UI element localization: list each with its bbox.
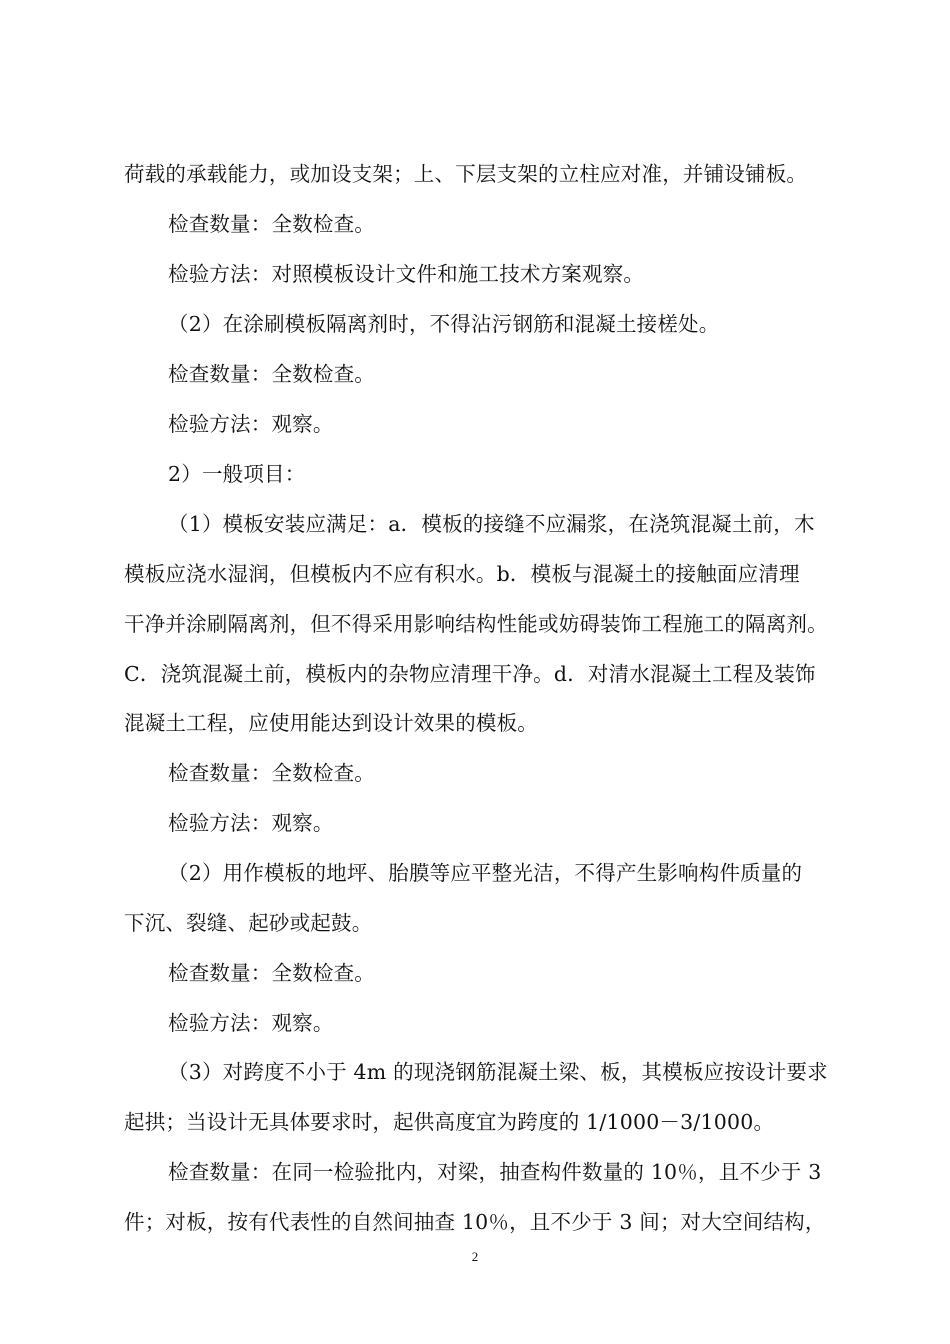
paragraph-line: 检验方法：对照模板设计文件和施工技术方案观察。 [168,262,645,286]
paragraph-line: 检查数量：全数检查。 [168,961,375,985]
paragraph-line: 检查数量：在同一检验批内，对梁，抽查构件数量的 10％，且不少于 3 [168,1160,822,1184]
paragraph-line: 荷载的承载能力，或加设支架；上、下层支架的立柱应对准，并铺设铺板。 [124,162,808,186]
paragraph-line: （2）用作模板的地坪、胎膜等应平整光洁，不得产生影响构件质量的 [168,861,803,885]
paragraph-line: 检验方法：观察。 [168,1011,334,1035]
paragraph-line: （1）模板安装应满足：a．模板的接缝不应漏浆，在浇筑混凝土前，木 [168,512,815,536]
paragraph-line: 件；对板，按有代表性的自然间抽查 10％，且不少于 3 间；对大空间结构， [124,1210,826,1234]
paragraph-line: 起拱；当设计无具体要求时，起供高度宜为跨度的 1/1000－3/1000。 [124,1110,775,1134]
paragraph-line: （2）在涂刷模板隔离剂时，不得沾污钢筋和混凝土接槎处。 [168,312,720,336]
paragraph-line: 下沉、裂缝、起砂或起鼓。 [124,911,373,935]
paragraph-line: 检查数量：全数检查。 [168,362,375,386]
paragraph-line: 检查数量：全数检查。 [168,212,375,236]
paragraph-line: 检验方法：观察。 [168,811,334,835]
paragraph-line: 干净并涂刷隔离剂，但不得采用影响结构性能或妨碍装饰工程施工的隔离剂。 [124,612,828,636]
paragraph-line: （3）对跨度不小于 4m 的现浇钢筋混凝土梁、板，其模板应按设计要求 [168,1060,828,1084]
paragraph-line: 模板应浇水湿润，但模板内不应有积水。b．模板与混凝土的接触面应清理 [124,562,800,586]
paragraph-line: 检验方法：观察。 [168,412,334,436]
section-heading: 2）一般项目： [168,462,306,486]
paragraph-line: 检查数量：全数检查。 [168,761,375,785]
paragraph-line: 混凝土工程，应使用能达到设计效果的模板。 [124,711,538,735]
paragraph-line: C．浇筑混凝土前，模板内的杂物应清理干净。d．对清水混凝土工程及装饰 [124,662,816,686]
page-number: 2 [471,1249,479,1264]
